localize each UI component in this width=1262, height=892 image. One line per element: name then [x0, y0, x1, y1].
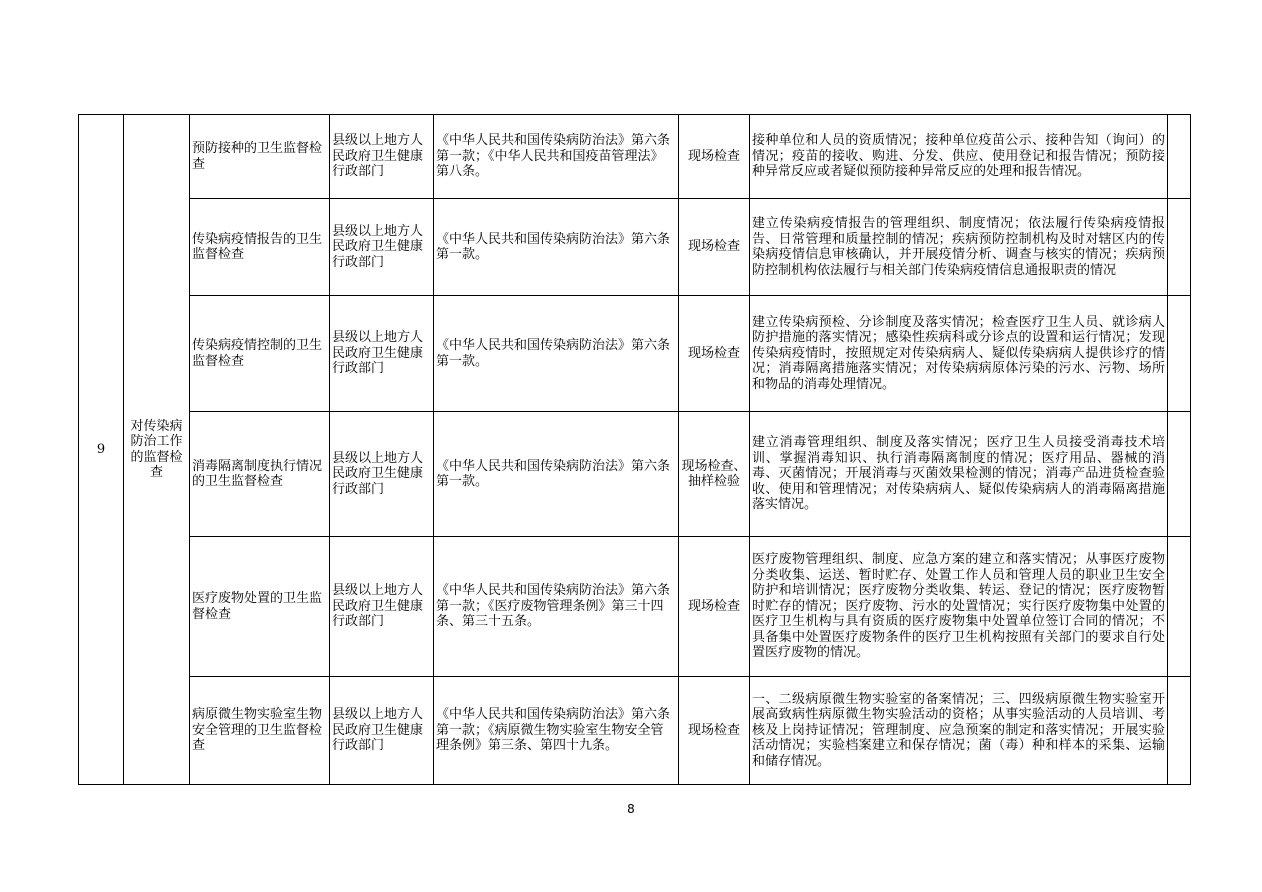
item-cell: 消毒隔离制度执行情况的卫生监督检查	[190, 412, 330, 537]
authority-cell: 县级以上地方人民政府卫生健康行政部门	[330, 537, 434, 677]
authority-cell: 县级以上地方人民政府卫生健康行政部门	[330, 412, 434, 537]
authority-cell: 县级以上地方人民政府卫生健康行政部门	[330, 199, 434, 296]
authority-cell: 县级以上地方人民政府卫生健康行政部门	[330, 677, 434, 785]
method-cell: 现场检查	[679, 537, 750, 677]
table-row	[79, 412, 1191, 537]
remark-cell	[1168, 115, 1191, 199]
table-row	[79, 115, 1191, 199]
content-cell: 医疗废物管理组织、制度、应急方案的建立和落实情况；从事医疗废物分类收集、运送、暂时贮存、处置工作人员和管理人员的职业卫生安全防护和培训情况；医疗废物分类收集、转运、登记的情况；医疗废物暂时贮存的情况；医疗废物、污水的处置情况；实行医疗废物集中处置的医疗卫生机构与具有资质的医疗废物集中处置单位签订合同的情况；不具备集中处置医疗废物条件的医疗卫生机构按照有关部门的要求自行处置医疗废物的情况。	[750, 537, 1168, 677]
authority-cell: 县级以上地方人民政府卫生健康行政部门	[330, 296, 434, 412]
item-cell: 预防接种的卫生监督检查	[190, 115, 330, 199]
authority-cell: 县级以上地方人民政府卫生健康行政部门	[330, 115, 434, 199]
content-cell: 建立传染病疫情报告的管理组织、制度情况；依法履行传染病疫情报告、日常管理和质量控制的情况；疾病预防控制机构及时对辖区内的传染病疫情信息审核确认，并开展疫情分析、调查与核实的情况；疾病预防控制机构依法履行与相关部门传染病疫情信息通报职责的情况	[750, 199, 1168, 296]
basis-cell: 《中华人民共和国传染病防治法》第六条第一款；《医疗废物管理条例》第三十四条、第三十五条。	[434, 537, 679, 677]
table-row	[79, 677, 1191, 785]
content-cell: 接种单位和人员的资质情况；接种单位疫苗公示、接种告知（询问）的情况；疫苗的接收、购进、分发、供应、使用登记和报告情况；预防接种异常反应或者疑似预防接种异常反应的处理和报告情况。	[750, 115, 1168, 199]
content-cell: 建立传染病预检、分诊制度及落实情况；检查医疗卫生人员、就诊病人防护措施的落实情况；感染性疾病科或分诊点的设置和运行情况；发现传染病疫情时，按照规定对传染病病人、疑似传染病病人提供诊疗的情况；消毒隔离措施落实情况；对传染病病原体污染的污水、污物、场所和物品的消毒处理情况。	[750, 296, 1168, 412]
basis-cell: 《中华人民共和国传染病防治法》第六条第一款；《病原微生物实验室生物安全管理条例》第三条、第四十九条。	[434, 677, 679, 785]
supervision-table	[78, 114, 1191, 785]
basis-cell: 《中华人民共和国传染病防治法》第六条第一款。	[434, 296, 679, 412]
remark-cell	[1168, 412, 1191, 537]
method-cell: 现场检查、抽样检验	[679, 412, 750, 537]
item-cell: 医疗废物处置的卫生监督检查	[190, 537, 330, 677]
method-cell: 现场检查	[679, 677, 750, 785]
category-cell: 对传染病防治工作的监督检查	[124, 115, 190, 785]
remark-cell	[1168, 537, 1191, 677]
remark-cell	[1168, 677, 1191, 785]
item-cell: 传染病疫情报告的卫生监督检查	[190, 199, 330, 296]
content-cell: 一、二级病原微生物实验室的备案情况；三、四级病原微生物实验室开展高致病性病原微生物实验活动的资格；从事实验活动的人员培训、考核及上岗持证情况；管理制度、应急预案的制定和落实情况；开展实验活动情况；实验档案建立和保存情况；菌（毒）种和样本的采集、运输和储存情况。	[750, 677, 1168, 785]
table-row	[79, 296, 1191, 412]
basis-cell: 《中华人民共和国传染病防治法》第六条第一款；《中华人民共和国疫苗管理法》第八条。	[434, 115, 679, 199]
basis-cell: 《中华人民共和国传染病防治法》第六条第一款。	[434, 412, 679, 537]
method-cell: 现场检查	[679, 115, 750, 199]
basis-cell: 《中华人民共和国传染病防治法》第六条第一款。	[434, 199, 679, 296]
item-cell: 病原微生物实验室生物安全管理的卫生监督检查	[190, 677, 330, 785]
row-number: 9	[79, 115, 124, 785]
remark-cell	[1168, 296, 1191, 412]
page-number: 8	[627, 802, 635, 816]
method-cell: 现场检查	[679, 296, 750, 412]
table-row	[79, 537, 1191, 677]
remark-cell	[1168, 199, 1191, 296]
item-cell: 传染病疫情控制的卫生监督检查	[190, 296, 330, 412]
table-row	[79, 199, 1191, 296]
content-cell: 建立消毒管理组织、制度及落实情况；医疗卫生人员接受消毒技术培训、掌握消毒知识、执行消毒隔离制度的情况；医疗用品、器械的消毒、灭菌情况；开展消毒与灭菌效果检测的情况；消毒产品进货检查验收、使用和管理情况；对传染病病人、疑似传染病病人的消毒隔离措施落实情况。	[750, 412, 1168, 537]
method-cell: 现场检查	[679, 199, 750, 296]
